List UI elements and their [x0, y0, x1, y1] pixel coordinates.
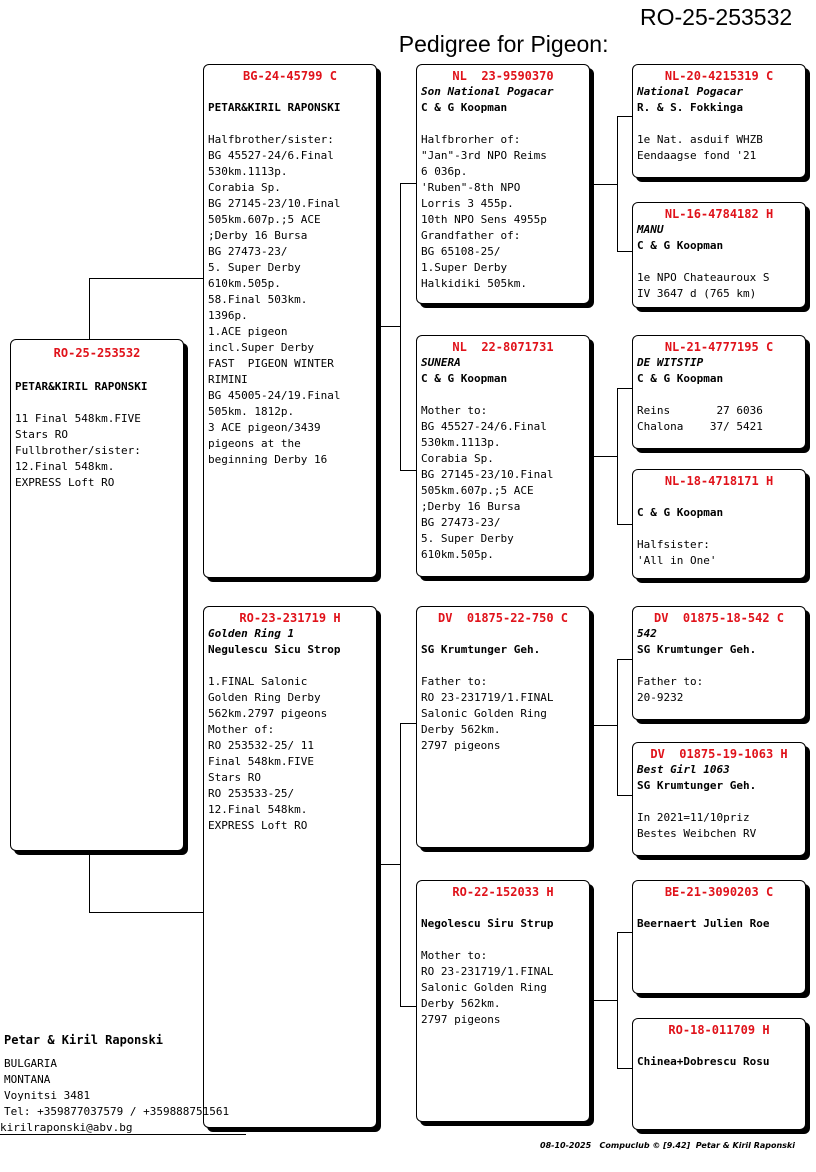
breeder-country: BULGARIA: [4, 1057, 57, 1070]
breeder-phone: Tel: +359877037579 / +359888751561: [4, 1105, 230, 1118]
connector-line: [400, 183, 401, 471]
ring-number: DV 01875-22-750 C: [437, 611, 569, 625]
owner-name: SG Krumtunger Geh.: [421, 643, 541, 656]
ring-number: DV 01875-18-542 C: [653, 611, 785, 625]
pigeon-name: [421, 626, 585, 642]
connector-line: [617, 659, 618, 796]
pigeon-notes: Halfsister: 'All in One': [637, 538, 717, 567]
pigeon-name: DE WITSTIP: [637, 356, 704, 369]
ring-number: RO-25-253532: [53, 346, 141, 360]
title-ring: RO-25-253532: [640, 4, 793, 30]
pigeon-card-dam-sire[interactable]: [416, 606, 590, 848]
connector-line: [617, 659, 633, 660]
pigeon-name: SUNERA: [421, 356, 461, 369]
breeder-town: Voynitsi 3481: [4, 1089, 91, 1102]
title-label: Pedigree for Pigeon:: [398, 31, 609, 57]
ring-number: RO-18-011709 H: [668, 1023, 770, 1037]
pigeon-notes: Father to: 20-9232: [637, 675, 704, 704]
connector-line: [617, 932, 618, 1069]
divider: [0, 1134, 246, 1135]
pigeon-card-ssd[interactable]: [632, 202, 806, 308]
owner-name: C & G Koopman: [637, 506, 724, 519]
pigeon-card-sds[interactable]: [632, 335, 806, 449]
ring-number: NL-18-4718171 H: [664, 474, 774, 488]
owner-name: SG Krumtunger Geh.: [637, 643, 757, 656]
pigeon-name: National Pogacar: [637, 85, 743, 98]
footer-credits: 08-10-2025 Compuclub © [9.42] Petar & Kiril Raponski: [540, 1141, 795, 1150]
pigeon-notes: Mother to: RO 23-231719/1.FINAL Salonic Golden Ring Derby 562km. 2797 pigeons: [421, 949, 554, 1026]
ring-number: RO-23-231719 H: [239, 611, 341, 625]
connector-line: [400, 723, 417, 724]
owner-name: SG Krumtunger Geh.: [637, 779, 757, 792]
pigeon-name: Golden Ring 1: [208, 627, 295, 640]
owner-name: C & G Koopman: [421, 372, 508, 385]
connector-line: [617, 388, 633, 389]
pigeon-name: Son National Pogacar: [421, 85, 554, 98]
connector-line: [400, 470, 417, 471]
pigeon-notes: 1e NPO Chateauroux S IV 3647 d (765 km): [637, 271, 770, 300]
pigeon-card-dss[interactable]: [632, 606, 806, 720]
connector-line: [589, 184, 617, 185]
connector-line: [89, 278, 90, 340]
breeder-email: kirilraponski@abv.bg: [0, 1121, 133, 1134]
pigeon-card-sire[interactable]: [203, 64, 377, 578]
connector-line: [400, 183, 417, 184]
owner-name: Negulescu Sicu Strop: [208, 643, 341, 656]
owner-name: Chinea+Dobrescu Rosu: [637, 1055, 770, 1068]
connector-line: [589, 456, 617, 457]
connector-line: [376, 864, 400, 865]
pigeon-name: MANU: [637, 223, 664, 236]
pigeon-name: [208, 84, 372, 100]
owner-name: Negolescu Siru Strup: [421, 917, 554, 930]
connector-line: [617, 1068, 633, 1069]
ring-number: NL-21-4777195 C: [664, 340, 774, 354]
pigeon-name: [637, 900, 801, 916]
owner-name: C & G Koopman: [637, 239, 724, 252]
breeder-name: Petar & Kiril Raponski: [4, 1033, 163, 1047]
owner-name: R. & S. Fokkinga: [637, 101, 743, 114]
pigeon-notes: Reins 27 6036 Chalona 37/ 5421: [637, 404, 763, 433]
owner-name: C & G Koopman: [637, 372, 724, 385]
breeder-region: MONTANA: [4, 1073, 51, 1086]
connector-line: [400, 723, 401, 1007]
connector-line: [617, 524, 633, 525]
ring-number: NL-16-4784182 H: [664, 207, 774, 221]
ring-number: NL 22-8071731: [452, 340, 554, 354]
pigeon-notes: Mother to: BG 45527-24/6.Final 530km.1113p. Corabia Sp. BG 27145-23/10.Final 505km.607p.;5 ACE ;Derby 16 Bursa BG 27473-23/ 5. Super Derby 610km.505p.: [421, 404, 554, 561]
owner-name: PETAR&KIRIL RAPONSKI: [208, 101, 341, 114]
pigeon-notes: 1e Nat. asduif WHZB Eendaagse fond '21: [637, 133, 763, 162]
connector-line: [89, 912, 204, 913]
pigeon-card-sdd[interactable]: [632, 469, 806, 579]
connector-line: [400, 1006, 417, 1007]
connector-line: [89, 850, 90, 912]
connector-line: [589, 725, 617, 726]
ring-number: BE-21-3090203 C: [664, 885, 774, 899]
pigeon-name: 542: [637, 627, 657, 640]
pigeon-notes: 11 Final 548km.FIVE Stars RO Fullbrother/sister: 12.Final 548km. EXPRESS Loft RO: [15, 412, 141, 489]
connector-line: [89, 278, 204, 279]
pigeon-card-sire-dam[interactable]: [416, 335, 590, 577]
connector-line: [617, 795, 633, 796]
ring-number: RO-22-152033 H: [452, 885, 554, 899]
pigeon-notes: 1.FINAL Salonic Golden Ring Derby 562km.2797 pigeons Mother of: RO 253532-25/ 11 Final 548km.FIVE Stars RO RO 253533-25/ 12.Final 548km. EXPRESS Loft RO: [208, 675, 328, 832]
connector-line: [589, 1000, 617, 1001]
owner-name: C & G Koopman: [421, 101, 508, 114]
connector-line: [617, 388, 618, 525]
ring-number: NL-20-4215319 C: [664, 69, 774, 83]
connector-line: [617, 116, 633, 117]
pigeon-notes: Father to: RO 23-231719/1.FINAL Salonic Golden Ring Derby 562km. 2797 pigeons: [421, 675, 554, 752]
pigeon-card-ddd[interactable]: [632, 1018, 806, 1130]
connector-line: [617, 251, 633, 252]
pigeon-card-dsd[interactable]: [632, 742, 806, 856]
breeder-info: [0, 1032, 230, 1134]
connector-line: [617, 932, 633, 933]
pigeon-card-sss[interactable]: [632, 64, 806, 178]
ring-number: NL 23-9590370: [452, 69, 554, 83]
pigeon-notes: In 2021=11/10priz Bestes Weibchen RV: [637, 811, 757, 840]
pigeon-card-sire-sire[interactable]: [416, 64, 590, 304]
pigeon-name: Best Girl 1063: [637, 763, 730, 776]
ring-number: DV 01875-19-1063 H: [650, 747, 788, 761]
pigeon-name: [637, 489, 801, 505]
pigeon-name: [637, 1038, 801, 1054]
owner-name: PETAR&KIRIL RAPONSKI: [15, 380, 148, 393]
pigeon-card-dam-dam[interactable]: [416, 880, 590, 1122]
pigeon-notes: Halfbrorher of: "Jan"-3rd NPO Reims 6 036p. 'Ruben"-8th NPO Lorris 3 455p. 10th NPO Sens 4955p Grandfather of: BG 65108-25/ 1.Super Derby Halkidiki 505km.: [421, 133, 547, 290]
owner-name: Beernaert Julien Roe: [637, 917, 770, 930]
pigeon-card-subject[interactable]: [10, 339, 184, 851]
ring-number: BG-24-45799 C: [243, 69, 337, 83]
connector-line: [376, 326, 400, 327]
pigeon-notes: Halfbrother/sister: BG 45527-24/6.Final 530km.1113p. Corabia Sp. BG 27145-23/10.Final 505km.607p.;5 ACE ;Derby 16 Bursa BG 27473-23/ 5. Super Derby 610km.505p. 58.Final 503km. 1396p. 1.ACE pigeon incl.Super Derby FAST PIGEON WINTER RIMINI BG 45005-24/19.Final 505km. 1812p. 3 ACE pigeon/3439 pigeons at the beginning Derby 16: [208, 133, 341, 466]
pigeon-card-dds[interactable]: [632, 880, 806, 994]
connector-line: [617, 116, 618, 252]
pigeon-name: [421, 900, 585, 916]
